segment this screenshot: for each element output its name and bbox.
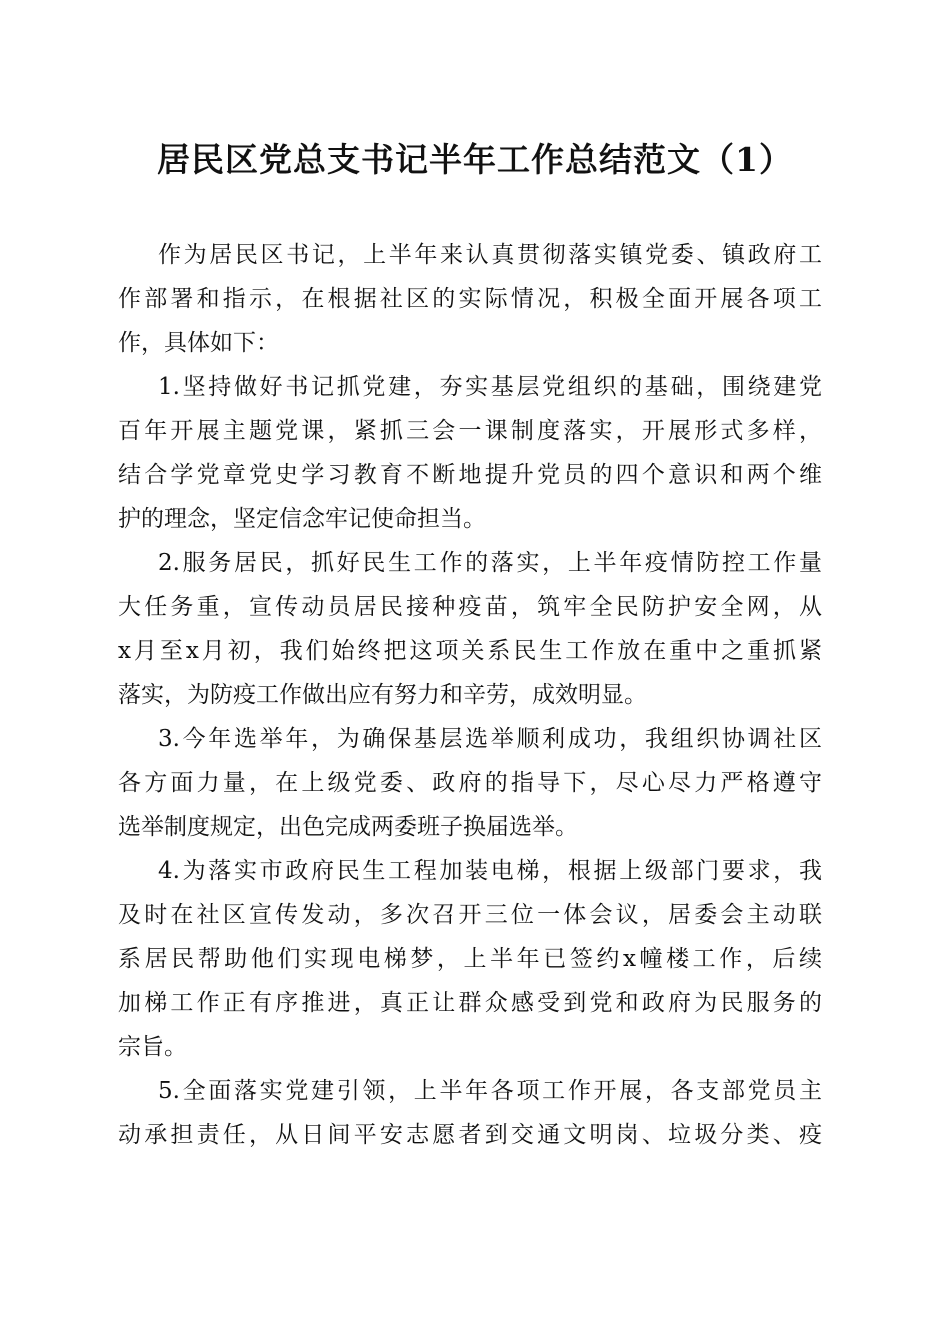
paragraph — [118, 717, 822, 849]
text-line: 作部署和指示，在根据社区的实际情况，积极全面开展各项工 — [118, 286, 822, 312]
text-line: 各方面力量，在上级党委、政府的指导下，尽心尽力严格遵守 — [118, 770, 822, 796]
text-line: 动承担责任，从日间平安志愿者到交通文明岗、垃圾分类、疫 — [118, 1122, 822, 1148]
text-line: 大任务重，宣传动员居民接种疫苗，筑牢全民防护安全网，从 — [118, 594, 822, 620]
text-line: 系居民帮助他们实现电梯梦，上半年已签约x幢楼工作，后续 — [118, 946, 822, 972]
text-line: 选举制度规定，出色完成两委班子换届选举。 — [118, 814, 578, 840]
document-title: 居民区党总支书记半年工作总结范文（1） — [157, 140, 793, 179]
text-line: 2.服务居民，抓好民生工作的落实，上半年疫情防控工作量 — [158, 550, 822, 576]
text-line: 宗旨。 — [118, 1034, 187, 1060]
paragraph — [118, 1069, 822, 1157]
paragraph — [118, 365, 822, 541]
paragraph — [118, 541, 822, 717]
text-line: 4.为落实市政府民生工程加装电梯，根据上级部门要求，我 — [158, 858, 822, 884]
text-line: 3.今年选举年，为确保基层选举顺利成功，我组织协调社区 — [158, 726, 822, 752]
text-line: 作为居民区书记，上半年来认真贯彻落实镇党委、镇政府工 — [158, 242, 822, 268]
text-line: 落实，为防疫工作做出应有努力和辛劳，成效明显。 — [118, 682, 647, 708]
text-line: 1.坚持做好书记抓党建，夯实基层党组织的基础，围绕建党 — [158, 374, 822, 400]
text-line: 结合学党章党史学习教育不断地提升党员的四个意识和两个维 — [118, 462, 822, 488]
text-line: x月至x月初，我们始终把这项关系民生工作放在重中之重抓紧 — [118, 638, 822, 664]
document-body — [118, 233, 822, 1157]
text-line: 作，具体如下： — [118, 330, 279, 356]
paragraph — [118, 849, 822, 1069]
text-line: 5.全面落实党建引领，上半年各项工作开展，各支部党员主 — [158, 1078, 822, 1104]
text-line: 百年开展主题党课，紧抓三会一课制度落实，开展形式多样， — [118, 418, 822, 444]
text-line: 及时在社区宣传发动，多次召开三位一体会议，居委会主动联 — [118, 902, 822, 928]
text-line: 护的理念，坚定信念牢记使命担当。 — [118, 506, 486, 532]
text-line: 加梯工作正有序推进，真正让群众感受到党和政府为民服务的 — [118, 990, 822, 1016]
paragraph — [118, 233, 822, 365]
